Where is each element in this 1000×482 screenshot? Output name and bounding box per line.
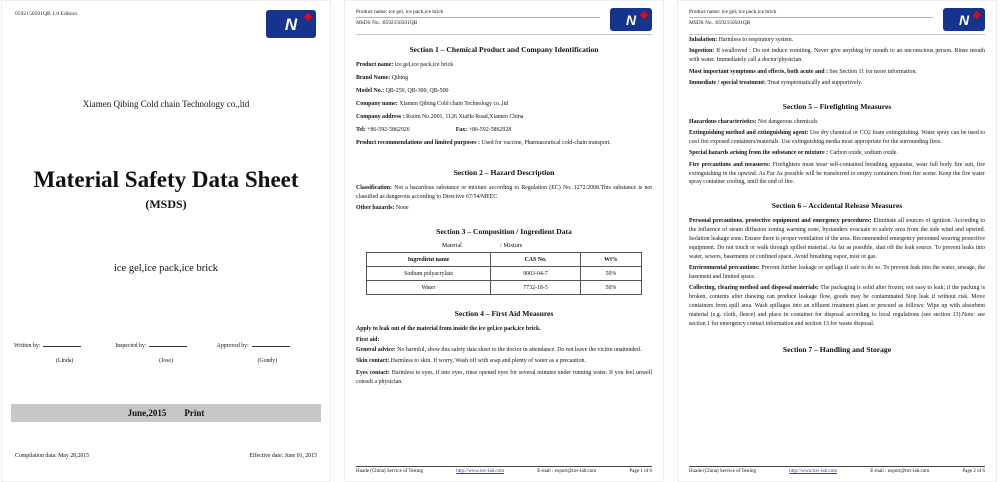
tel-label: Tel:	[356, 127, 366, 134]
table-cell: Sodium polyacrylate	[367, 267, 490, 281]
field-row	[356, 61, 652, 70]
field-text: Harmless to eyes, if into eyes, rinse opened eyes for several minutes under running water. If you feel unwell consult a physician.	[356, 369, 652, 385]
msds-page-1of6	[344, 0, 664, 482]
field-text: No harmful, show this safety data sheet to the doctor in attendance. Do not leave the victim unattended.	[397, 347, 642, 354]
first-aid-row	[689, 47, 985, 65]
field-label: Other hazards:	[356, 205, 395, 212]
ingredient-table	[366, 252, 641, 295]
header-product-line: Product name: ice gel, ice pack,ice brick	[356, 9, 444, 15]
inspected-by-name: (Jose)	[159, 358, 173, 364]
signature-blank	[43, 341, 81, 347]
section2-heading: Section 2 – Hazard Description	[453, 168, 555, 178]
signature-blank	[149, 341, 187, 347]
classification-row	[356, 184, 652, 202]
footer-org: Huade (China) Service of Testing	[356, 469, 424, 474]
col-header-ingredient: Ingredient name	[367, 253, 490, 267]
field-label: Hazardous characteristics:	[689, 118, 757, 125]
header-msds-number: MSDS No. :0592150501QB	[689, 20, 751, 26]
footer-org: Huade (China) Service of Testing	[689, 469, 757, 474]
field-text: Xiamen Qibing Cold chain Technology co.,ltd	[399, 101, 509, 108]
field-row	[356, 113, 652, 122]
field-row-tel-fax	[356, 126, 652, 135]
document-subtitle: (MSDS)	[145, 197, 187, 211]
page-header-text	[356, 8, 600, 26]
section1-heading: Section 1 – Chemical Product and Company Identification	[409, 45, 599, 54]
field-text: Used for vaccine, Pharmaceutical cold-chain transport.	[481, 140, 611, 147]
material-mixture-line	[356, 243, 652, 249]
col-header-wt: Wt%	[581, 253, 641, 267]
field-label: Company address :	[356, 114, 405, 121]
logo-letter: N	[625, 11, 637, 28]
table-header-row	[367, 253, 641, 267]
field-text: Harmless to skin. If worry, Wash off with soap and plenty of water as a precaution.	[390, 358, 586, 365]
first-aid-row	[689, 79, 985, 88]
field-text: Harmless to respiratory system.	[718, 37, 794, 43]
field-text: See Section 11 for more information.	[829, 68, 917, 75]
signature-names-row	[14, 358, 318, 364]
section1-body	[356, 61, 652, 148]
field-row	[356, 74, 652, 83]
field-label: Inhalation:	[689, 37, 718, 43]
signature-blank	[252, 341, 290, 347]
field-label: Eyes contact:	[356, 369, 390, 376]
table-cell: 9003-04-7	[490, 267, 581, 281]
field-label: Brand Name:	[356, 75, 391, 82]
field-label: Company name:	[356, 101, 398, 108]
first-aid-row	[356, 369, 652, 387]
document-title: Material Safety Data Sheet	[33, 167, 299, 192]
fax-label: Fax:	[455, 127, 468, 134]
written-by-label: Written by:	[14, 343, 41, 349]
section4-heading: Section 4 – First Aid Measures	[454, 309, 554, 319]
header-divider	[356, 17, 600, 18]
field-text: Firefighters must wear self-contained breathing apparatus, wear full body fire suit, fire extinguishing in the upwind. As Far As possible will be transferred to empty containers from fire scene. Keep the fire water spray container cooling, until the end of fire.	[689, 161, 986, 186]
field-text: The packaging is solid after frozen, not easy to leak; if the packing is broken, contents after thawing can produce leakage flow, goods may be contaminated Stop leak if without risk. Move containers from spill area. Wash spillages into an effluent treatment plant or proceed as follows: Wipe up with absorbent material (e.g. cloth, fleece) and place in container for disposal according to local regulations (see section 13).Note: see section 1 for emergency contact information and section 13 for waste disposal.	[689, 285, 985, 327]
first-aid-label: First aid:	[356, 336, 380, 343]
table-cell: Water	[367, 281, 490, 295]
print-month: June,2015	[127, 408, 167, 418]
field-text: Prevent further leakage or spillage if safe to do so. To prevent leak into the water, sewage, the basement and limited space.	[689, 265, 985, 280]
material-label: Material	[441, 243, 462, 250]
product-name: ice gel,ice pack,ice brick	[113, 263, 219, 274]
field-text: Eliminate all sources of ignition. According to the influence of steam diffusion zoning warning zone, bystanders evacuate to safety area from the side wind and upwind. Isolation leakage zone. Ensure there is proper ventilation of the area. Recommended emergency personnel wearing protective equipment. Do not touch or walk through spilled material. As far as possible, shut off the leak source. To prevent leaks into water, sewers, basements or confined space. Avoid breathing vapor, mist or gas.	[689, 218, 985, 260]
section7-heading: Section 7 – Handling and Storage	[782, 344, 892, 354]
field-label: Skin contact:	[356, 358, 390, 365]
footer-url-link[interactable]: http://www.tuv-lab.com	[789, 469, 837, 474]
table-cell: 7732-18-5	[490, 281, 581, 295]
field-text: Not dangerous chemicals	[758, 118, 818, 125]
release-row	[689, 284, 985, 328]
first-aid-row	[356, 357, 652, 366]
field-text: Treat symptomatically and supportively.	[767, 79, 863, 86]
first-aid-row	[689, 36, 985, 45]
mixture-label: / Mixture	[500, 243, 523, 250]
release-row	[689, 264, 985, 282]
msds-page-2of6	[677, 0, 997, 482]
print-date-bar	[11, 404, 321, 422]
compilation-date: Compilation data: May 28,2015	[15, 453, 90, 459]
approved-by-label: Approved by:	[216, 343, 249, 349]
page-footer	[356, 466, 652, 475]
table-cell: 50%	[581, 281, 641, 295]
first-aid-row	[356, 346, 652, 355]
section5-heading: Section 5 – Firefighting Measures	[782, 101, 892, 111]
written-by-field	[14, 341, 115, 349]
company-name: Xiamen Qibing Cold chain Technology co.,ltd	[82, 99, 250, 109]
approved-by-name: (Gondy)	[257, 358, 278, 364]
nb-logo	[610, 8, 652, 31]
field-label: Extinguishing method and extinguishing agent:	[689, 130, 809, 137]
field-label: Product name:	[356, 62, 394, 68]
print-label: Print	[184, 408, 205, 418]
footer-page-number: Page 2 of 6	[962, 469, 985, 474]
field-text: Carbon oxide, sodium oxide.	[829, 150, 898, 157]
inspected-by-field	[115, 341, 216, 349]
section4-intro: Apply to leak out of the material from inside the ice gel,ice pack,ice brick.	[356, 326, 541, 333]
page-header	[356, 8, 652, 31]
field-text: Use dry chemical or CO2 foam extinguishing. Water spray can be used to cool fire exposed containers/materials. Use extinguishing media most appropriate for the surrounding fires.	[689, 130, 985, 146]
field-text: Qibing	[391, 75, 409, 82]
table-cell: 50%	[581, 267, 641, 281]
logo-red-mark-icon	[640, 11, 648, 19]
msds-cover-page	[1, 0, 331, 482]
header-divider	[689, 17, 933, 18]
edition-number: 0592150501QB 1.0 Edition	[15, 11, 77, 17]
inspected-by-label: Inspected by:	[115, 343, 147, 349]
field-text: Not a hazardous substance or mixture according to Regulation (EC) No. 1272/2008.This substance is not classified as dangerous according to Directive 67/54/MEEC	[356, 185, 652, 200]
field-text: None	[395, 205, 409, 212]
field-label: Ingestion:	[689, 48, 715, 55]
footer-email: E-mail : export@tuv-lab.com	[537, 469, 597, 474]
field-row	[356, 139, 652, 148]
field-label: General advice:	[356, 347, 396, 354]
page-footer	[689, 466, 985, 475]
cover-dates-row	[15, 453, 317, 459]
field-row	[356, 100, 652, 109]
section6-heading: Section 6 – Accidental Release Measures	[771, 201, 903, 211]
signature-row	[14, 341, 318, 349]
field-text: QB-250, QB-300, QB-500	[385, 88, 449, 95]
logo-letter: N	[284, 14, 298, 34]
header-product-line: Product name: ice gel, ice pack,ice brick	[689, 9, 777, 15]
other-hazards-row	[356, 204, 652, 213]
release-row	[689, 217, 985, 261]
field-label: Special hazards arising from the substance or mixture :	[689, 150, 829, 157]
firefighting-row	[689, 161, 985, 188]
page-header	[689, 8, 985, 31]
field-label: Immediate / special treatment:	[689, 79, 766, 86]
firefighting-row	[689, 129, 985, 147]
table-row	[367, 281, 641, 295]
page-header-text	[689, 8, 933, 26]
field-label: Collecting, clearing method and disposal materials:	[689, 285, 819, 292]
field-label: Product recommendations and limited purposes :	[356, 140, 480, 147]
footer-page-number: Page 1 of 6	[629, 469, 652, 474]
fax-number: +86-592-5862928	[468, 127, 512, 134]
firefighting-row	[689, 118, 985, 127]
firefighting-row	[689, 149, 985, 158]
field-label: Classification:	[356, 185, 392, 192]
col-header-cas: CAS No.	[490, 253, 581, 267]
section3-heading: Section 3 – Composition / Ingredient Data	[436, 227, 572, 237]
logo-red-mark-icon	[973, 11, 981, 19]
field-text: ice gel,ice pack,ice brick	[394, 62, 454, 68]
nb-logo	[266, 10, 316, 38]
field-label: Model No.:	[356, 88, 385, 95]
logo-red-mark-icon	[304, 13, 312, 21]
effective-date: Effective date: June 01, 2015	[249, 453, 317, 459]
table-row	[367, 267, 641, 281]
field-label: Most important symptoms and effects, both acute and :	[689, 68, 828, 75]
footer-url-link[interactable]: http://www.tuv-lab.com	[456, 469, 504, 474]
written-by-name: (Linda)	[55, 358, 74, 364]
field-label: Environmental precautions:	[689, 265, 760, 272]
tel-number: +86-592-5862926	[367, 127, 410, 134]
approved-by-field	[217, 341, 318, 349]
header-msds-number: MSDS No. :0592150501QB	[356, 20, 418, 26]
footer-email: E-mail : export@tuv-lab.com	[870, 469, 930, 474]
first-aid-row	[689, 68, 985, 77]
nb-logo	[943, 8, 985, 31]
header-bottom-divider	[689, 34, 985, 35]
header-bottom-divider	[356, 34, 652, 35]
field-label: Fire precautions and measures:	[689, 161, 771, 168]
logo-letter: N	[958, 11, 970, 28]
field-label: Personal precautions, protective equipment and emergency procedures:	[689, 218, 872, 225]
field-text: If swallowed : Do not induce vomiting. Never give anything by mouth to an unconscious person. Rinse mouth with water. Immediately call a doctor/physician.	[689, 48, 985, 64]
field-row	[356, 87, 652, 96]
field-text: Room No.2001, 1126 XiaHe Road,Xiamen China	[406, 114, 524, 121]
